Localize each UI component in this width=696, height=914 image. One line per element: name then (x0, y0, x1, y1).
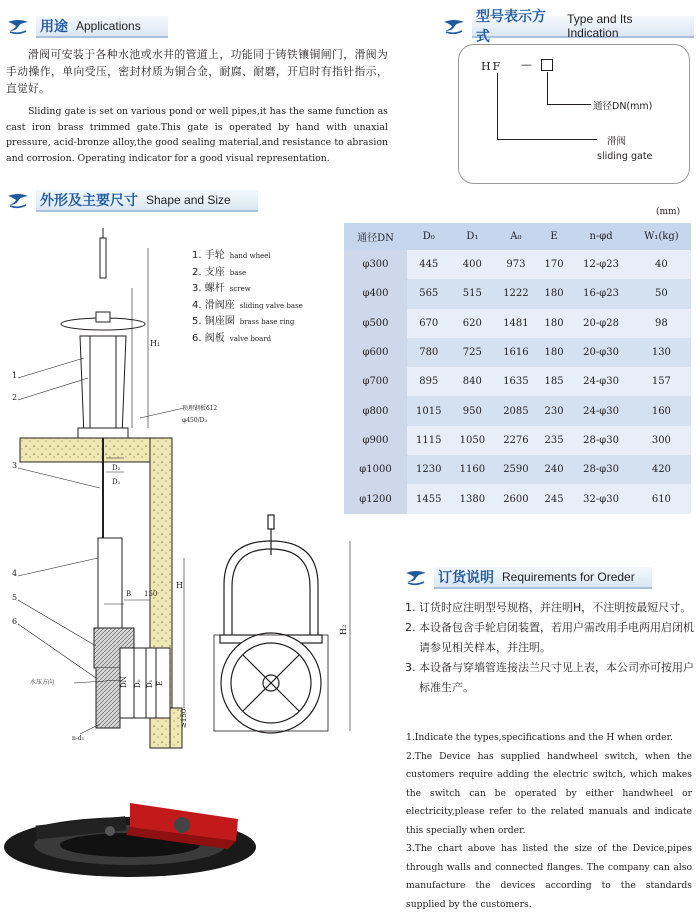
table-row: φ500 670 620 1481 180 20-φ28 98 (344, 309, 691, 338)
dim-dn: DN (120, 676, 128, 688)
phi-d3-label: φ450/D₃ (182, 417, 207, 424)
section-logo-icon (442, 19, 466, 35)
spec-table (344, 223, 691, 514)
table-header: D₁ (451, 223, 495, 250)
legend-item-2: 2. 支座 base (192, 266, 247, 278)
model-title-cn: 型号表示方式 (476, 9, 546, 45)
order-item-en: 2.The Device has supplied handwheel switch, when the customers require adding the electric switch, which makes the switch can be operated by either handwheel or electricity,please refer to the related manuals and indicate this specially when order. (406, 750, 692, 836)
dim-b: B (126, 590, 132, 598)
order-item-cn: 3. 本设备与穿墙管连接法兰尺寸见上表，本公司亦可按用户标准生产。 (405, 661, 694, 694)
model-name-cn: 滑阀 (607, 136, 627, 147)
shape-title-en: Shape and Size (146, 193, 231, 207)
order-title-cn: 订货说明 (438, 570, 494, 586)
dim-h2: H₂ (339, 624, 348, 635)
shape-header (6, 190, 258, 212)
table-header: E (538, 223, 571, 250)
order-item-cn: 2. 本设备包含手轮启闭装置，若用户需改用手电两用启闭机请参见相关样本，并注明。 (405, 621, 694, 654)
applications-header (6, 16, 168, 38)
model-code: HF (481, 60, 503, 73)
legend-item-4: 4. 滑阀座 sliding valve base (192, 299, 303, 311)
legend-item-6: 6. 阀板 valve board (192, 332, 272, 344)
parts-legend (192, 248, 303, 347)
part-number-2: 2 (12, 393, 18, 402)
model-header (442, 9, 694, 45)
applications-body-cn: 滑阀可安装于各种水池或水井的管道上，功能同于铸铁镶铜闸门，滑阀为手动操作，单向受压，密封材质为铜合金，耐腐、耐磨，开启时有指针指示，直觉好。 (6, 48, 388, 95)
unit-label: (mm) (656, 207, 681, 217)
dim-h1: H₁ (150, 339, 161, 348)
model-name-en: sliding gate (597, 151, 653, 162)
dim-150: 150 (144, 590, 158, 598)
dim-150b: ≥150 (180, 708, 188, 728)
applications-title-cn: 用途 (40, 19, 68, 35)
flow-direction-label: 水压方向 (30, 679, 55, 686)
table-header: n-φd (570, 223, 631, 250)
dim-h: H (176, 581, 183, 590)
table-row: φ300 445 400 973 170 12-φ23 40 (344, 250, 691, 279)
part-number-3: 3 (12, 461, 18, 470)
legend-item-5: 5. 铜座圈 brass base ring (192, 316, 295, 327)
model-title-en: Type and Its Indication (567, 12, 633, 40)
dim-e: E (156, 680, 164, 686)
part-number-4: 4 (12, 569, 18, 578)
legend-item-1: 1. 手轮 hand wheel (192, 250, 271, 261)
table-header: A₀ (494, 223, 538, 250)
model-dn-box (541, 59, 553, 71)
table-header: 通径DN (344, 223, 407, 250)
model-dn-label: 通径DN(mm) (593, 101, 653, 112)
dim-d2: D₂ (112, 464, 121, 472)
order-list-en (406, 729, 692, 914)
part-number-6: 6 (12, 617, 18, 626)
dim-d1: D₁ (112, 478, 121, 486)
product-photo (0, 785, 270, 885)
front-view-drawing (210, 515, 370, 735)
order-item-en: 3.The chart above has listed the size of the Device,pipes through walls and connected flanges. The company can also manufacture the devices according to the standards supplied by the customers. (406, 843, 692, 910)
shape-title-cn: 外形及主要尺寸 (40, 193, 138, 209)
applications-body-en: Sliding gate is set on various pond or well pipes,it has the same function as cast iron brass trimmed gate.This gate is operated by hand with unaxial pressure, acid-bronze alloy,the good sealing material,and resistance to abrasion and corrosion. Operating indicator for a good visual representation. (6, 106, 388, 164)
order-list-cn (405, 598, 695, 698)
steel-plate-label: 预埋钢板δ12 (182, 405, 218, 412)
order-item-en: 1.Indicate the types,specifications and the H when order. (406, 732, 673, 743)
table-row: φ1200 1455 1380 2600 245 32-φ30 610 (344, 484, 691, 513)
order-header (404, 567, 652, 589)
part-number-5: 5 (12, 593, 18, 602)
table-header: D₀ (407, 223, 451, 250)
legend-item-3: 3. 螺杆 screw (192, 283, 251, 294)
bolt-holes-label: n-d₁ (72, 735, 85, 742)
table-row: φ800 1015 950 2085 230 24-φ30 160 (344, 396, 691, 425)
table-row: φ600 780 725 1616 180 20-φ30 130 (344, 338, 691, 367)
applications-title-en: Applications (76, 19, 141, 33)
dim-d0: D₀ (134, 679, 142, 688)
table-row: φ1000 1230 1160 2590 240 28-φ30 420 (344, 455, 691, 484)
dim-d1-flange: D₁ (146, 679, 154, 688)
model-indication-box (458, 44, 690, 184)
table-row: φ700 895 840 1635 185 24-φ30 157 (344, 367, 691, 396)
section-logo-icon (404, 570, 428, 586)
table-row: φ900 1115 1050 2276 235 28-φ30 300 (344, 426, 691, 455)
order-title-en: Requirements for Oreder (502, 570, 635, 584)
table-header-row (344, 223, 691, 250)
section-logo-icon (6, 19, 30, 35)
model-dash: — (521, 58, 532, 71)
table-row: φ400 565 515 1222 180 16-φ23 50 (344, 279, 691, 308)
order-item-cn: 1. 订货时应注明型号规格，并注明H，不注明按最短尺寸。 (405, 601, 692, 614)
section-logo-icon (6, 193, 30, 209)
part-number-1: 1 (12, 371, 18, 380)
table-header: W₁(kg) (632, 223, 691, 250)
